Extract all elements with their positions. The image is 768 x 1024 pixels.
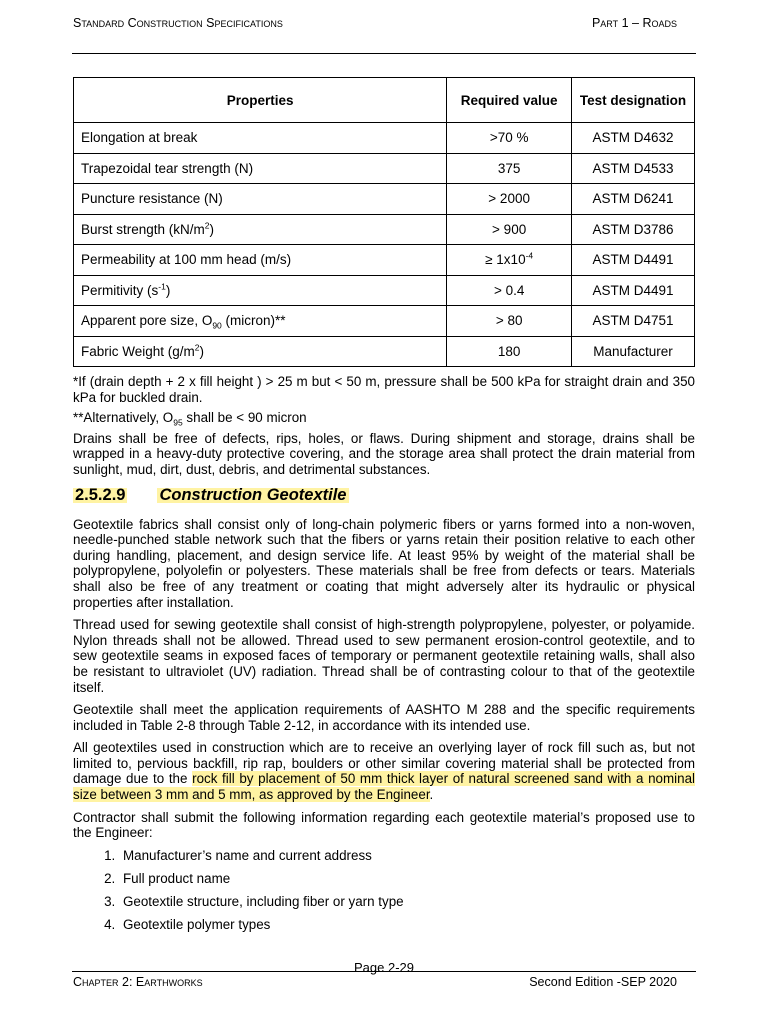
drains-paragraph: Drains shall be free of defects, rips, holes, or flaws. During shipment and storage, drains shall be wrapped in a heavy-duty protective covering, and the storage area shall protect the drain material from sunlight, mud, dirt, dust, debris, and detrimental substances. — [73, 430, 695, 477]
page-header — [73, 16, 677, 34]
table-header-row — [74, 78, 695, 123]
highlighted-text: rock fill by placement of 50 mm thick layer of natural screened sand with a nominal size between 3 mm and 5 mm, as approved by the Engineer — [73, 771, 695, 803]
page-number: Page 2-29 — [354, 960, 414, 975]
test-designation-cell: ASTM D4491 — [572, 275, 695, 306]
footer-edition: Second Edition -SEP 2020 — [529, 975, 677, 989]
table-row — [74, 306, 695, 337]
test-designation-cell: ASTM D4751 — [572, 306, 695, 337]
required-value-cell: 375 — [447, 153, 572, 184]
header-document-title: Standard Construction Specifications — [73, 16, 283, 30]
test-designation-cell: Manufacturer — [572, 336, 695, 367]
table-row — [74, 153, 695, 184]
property-cell: Elongation at break — [74, 123, 447, 154]
section-heading — [73, 485, 695, 508]
paragraph-rock-fill-protection: All geotextiles used in construction which are to receive an overlying layer of rock fill such as, but not limited to, pervious backfill, rip rap, boulders or other similar covering material shall be protected from damage due to the rock fill by placement of 50 mm thick layer of natural screened sand with a nominal size between 3 mm and 5 mm, as approved by the Engineer. — [73, 740, 695, 803]
geotextile-properties-table — [73, 77, 695, 367]
table-row — [74, 184, 695, 215]
footer-rule — [72, 971, 696, 972]
page-footer — [73, 975, 677, 993]
table-footnote-pressure: *If (drain depth + 2 x fill height ) > 25 m but < 50 m, pressure shall be 500 kPa for straight drain and 350 kPa for buckled drain. — [73, 374, 695, 405]
test-designation-cell: ASTM D3786 — [572, 214, 695, 245]
required-value-cell: 180 — [447, 336, 572, 367]
required-value-cell: ≥ $1x10^{-4}$ — [447, 245, 572, 276]
test-designation-cell: ASTM D4533 — [572, 153, 695, 184]
paragraph-sewing-thread: Thread used for sewing geotextile shall consist of high-strength polypropylene, polyester, or polyamide. Nylon threads shall not be allowed. Thread used to sew permanent erosion-control geotextile, and to sew geotextile seams in exposed faces of temporary or permanent geotextile retaining walls, shall also be resistant to ultraviolet (UV) radiation. Thread shall be of contrasting colour to that of the geotextile itself. — [73, 617, 695, 695]
list-item: 4. Geotextile polymer types — [119, 917, 695, 933]
required-value-cell: >70 % — [447, 123, 572, 154]
required-value-cell: > 80 — [447, 306, 572, 337]
property-cell: Permitivity $(s^{-1})$ — [74, 275, 447, 306]
footer-chapter: Chapter 2: Earthworks — [73, 975, 203, 989]
section-title: Construction Geotextile — [159, 485, 347, 504]
required-value-cell: > 2000 — [447, 184, 572, 215]
table-row — [74, 245, 695, 276]
table-row — [74, 336, 695, 367]
table-row — [74, 123, 695, 154]
required-value-cell: > 900 — [447, 214, 572, 245]
header-part-title: Part 1 – Roads — [591, 16, 677, 30]
list-item: 2. Full product name — [119, 871, 695, 887]
property-cell: Apparent pore size, $O_{90}$ (micron)** — [74, 306, 447, 337]
paragraph-submittal-intro: Contractor shall submit the following information regarding each geotextile material’s proposed use to the Engineer: — [73, 809, 695, 841]
section-number: 2.5.2.9 — [75, 485, 126, 504]
document-body — [73, 374, 695, 940]
header-rule — [72, 53, 696, 54]
paragraph-fabric-composition: Geotextile fabrics shall consist only of long-chain polymeric fibers or yarns formed into a non-woven, needle-punched stable network such that the fibers or yarns retain their position relative to each other during handling, placement, and design service life. At least 95% by weight of the material shall be polypropylene, polyolefin or polyesters. These materials shall be free from defects or tears. Materials shall also be free of any treatment or coating that might adversely alter its hydraulic or physical properties after installation. — [73, 516, 695, 610]
column-header-required-value: Required value — [447, 78, 572, 123]
test-designation-cell: ASTM D6241 — [572, 184, 695, 215]
property-cell: Puncture resistance (N) — [74, 184, 447, 215]
paragraph-aashto-requirements: Geotextile shall meet the application requirements of AASHTO M 288 and the specific requirements included in Table 2-8 through Table 2-12, in accordance with its intended use. — [73, 702, 695, 733]
property-cell: Permeability at 100 mm head (m/s) — [74, 245, 447, 276]
property-cell: Fabric Weight $(g/m^2)$ — [74, 336, 447, 367]
test-designation-cell: ASTM D4632 — [572, 123, 695, 154]
required-value-cell: > 0.4 — [447, 275, 572, 306]
property-cell: Trapezoidal tear strength (N) — [74, 153, 447, 184]
column-header-properties: Properties — [74, 78, 447, 123]
list-item: 1. Manufacturer’s name and current address — [119, 848, 695, 864]
list-item: 3. Geotextile structure, including fiber or yarn type — [119, 894, 695, 910]
table-footnote-pore-size: **Alternatively, $O_{95}$ shall be < 90 micron — [73, 410, 307, 428]
table-row — [74, 214, 695, 245]
test-designation-cell: ASTM D4491 — [572, 245, 695, 276]
column-header-test-designation: Test designation — [572, 78, 695, 123]
table-row — [74, 275, 695, 306]
property-cell: Burst strength $(kN/m^2)$ — [74, 214, 447, 245]
submittal-list — [73, 848, 695, 933]
